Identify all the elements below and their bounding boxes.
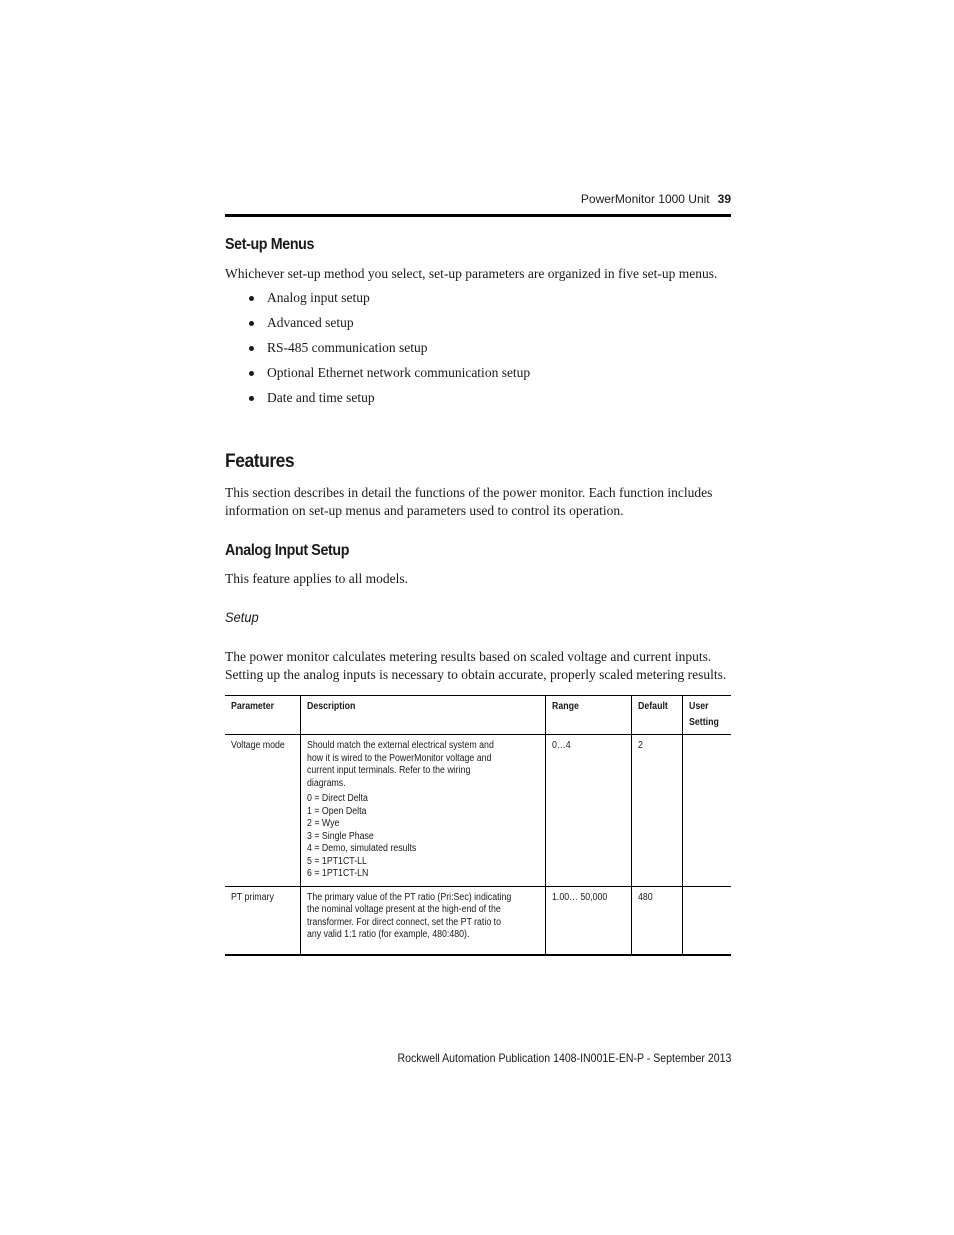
running-header bbox=[225, 192, 731, 206]
cell-range: 0…4 bbox=[546, 735, 632, 887]
analog-body: The power monitor calculates metering results based on scaled voltage and current inputs. Setting up the analog inputs is necessary to obtain accurate, properly scaled metering results. bbox=[225, 649, 727, 682]
setup-menus-list bbox=[249, 289, 530, 414]
cell-default: 2 bbox=[631, 735, 682, 887]
features-heading: Features bbox=[225, 451, 295, 472]
list-item: Advanced setup bbox=[249, 314, 530, 339]
list-item: RS-485 communication setup bbox=[249, 339, 530, 364]
analog-input-setup-heading: Analog Input Setup bbox=[225, 542, 350, 559]
bullet-icon bbox=[249, 346, 254, 351]
cell-range: 1.00… 50,000 bbox=[546, 886, 632, 955]
column-header-default: Default bbox=[631, 696, 682, 735]
column-header-description: Description bbox=[300, 696, 545, 735]
table-row bbox=[225, 886, 731, 955]
footer-text: Rockwell Automation Publication 1408-IN001E-EN-P - September 2013 bbox=[397, 1051, 731, 1065]
page-footer bbox=[225, 1051, 731, 1065]
list-item: Date and time setup bbox=[249, 389, 530, 414]
analog-applies-text: This feature applies to all models. bbox=[225, 571, 408, 586]
voltage-mode-options: 0 = Direct Delta 1 = Open Delta 2 = Wye 3 = Single Phase 4 = Demo, simulated results 5 = 1PT1CT-LL 6 = 1PT1CT-LN bbox=[306, 793, 417, 879]
setup-subheading: Setup bbox=[225, 609, 259, 625]
features-intro: This section describes in detail the functions of the power monitor. Each function includes information on set-up menus and parameters used to control its operation. bbox=[225, 485, 713, 518]
bullet-icon bbox=[249, 321, 254, 326]
cell-description: Should match the external electrical system and how it is wired to the PowerMonitor voltage and current input terminals. Refer to the wiring diagrams. 0 = Direct Delta 1 = Open Delta 2 = Wye 3 = Single Phase 4 = Demo, simulated results 5 = 1PT1CT-LL 6 = 1PT1CT-LN bbox=[300, 735, 545, 887]
column-header-parameter: Parameter bbox=[231, 701, 275, 712]
parameter-table bbox=[225, 695, 731, 956]
header-title: PowerMonitor 1000 Unit bbox=[580, 192, 710, 206]
list-item: Analog input setup bbox=[249, 289, 530, 314]
header-rule bbox=[225, 214, 731, 217]
cell-description: The primary value of the PT ratio (Pri:Sec) indicating the nominal voltage present at the high-end of the transformer. For direct connect, set the PT ratio to any valid 1:1 ratio (for example, 480:480). bbox=[300, 886, 545, 955]
setup-menus-heading: Set-up Menus bbox=[225, 236, 315, 253]
setup-menus-intro: Whichever set-up method you select, set-up parameters are organized in five set-up menus. bbox=[225, 266, 718, 281]
bullet-icon bbox=[249, 396, 254, 401]
bullet-icon bbox=[249, 371, 254, 376]
page-number: 39 bbox=[717, 192, 731, 206]
table-header-row bbox=[225, 696, 731, 735]
table-row bbox=[225, 735, 731, 887]
column-header-range: Range bbox=[546, 696, 632, 735]
cell-parameter: PT primary bbox=[231, 891, 274, 903]
cell-user-setting bbox=[682, 735, 731, 887]
cell-user-setting bbox=[682, 886, 731, 955]
column-header-user-setting: User Setting bbox=[682, 696, 731, 735]
cell-parameter: Voltage mode bbox=[231, 740, 285, 751]
bullet-icon bbox=[249, 296, 254, 301]
cell-default: 480 bbox=[631, 886, 682, 955]
list-item: Optional Ethernet network communication setup bbox=[249, 364, 530, 389]
